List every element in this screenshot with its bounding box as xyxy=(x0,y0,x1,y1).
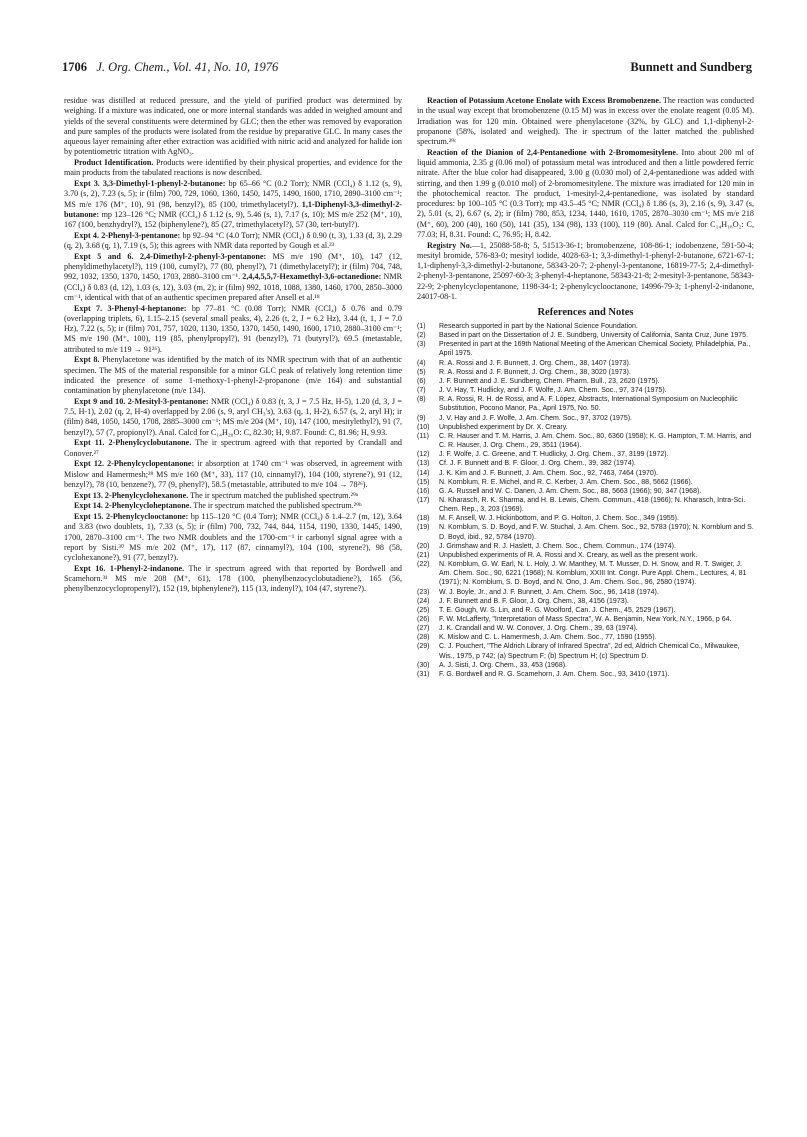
reference-number: (20) xyxy=(417,542,430,550)
paragraph-text: MS m/e 190 (M⁺, 10), 147 (12, phenyldimethylacetyl?), 119 (100, cumyl?), 77 (80, phenyl?), 71 (dimethylacetyl?); ir (film) 704, 748, 992, 1032, 1350, 1370, 1450, 1703, 2880–3100 cm⁻¹. xyxy=(64,251,402,282)
paragraph-text: bp 65–66 °C (0.2 Torr); NMR (CCl₄) δ 1.12 (s, 9), 3.70 (s, 2), 7.23 (s, 5); ir (film) 700, 729, 1060, 1360, 1450, 1475, 1490, 1600, 1710, 2890–3100 cm⁻¹; MS m/e 176 (M⁺, 10), 91 (98, benzyl?), 85 (100, trimethylacetyl?). xyxy=(64,179,403,209)
reference-number: (30) xyxy=(417,661,430,669)
reference-item xyxy=(417,496,754,514)
paragraph-heading: Expt 15. 2-Phenylcyclooctanone: xyxy=(74,512,189,521)
paragraph-text: NMR (CCl₄) δ 0.83 (t, 3, J = 7.5 Hz, H-5), 1.20 (d, 3, J = 7.5, H-1), 2.02 (q, 2, H-4) overlapped by 2.06 (s, 9, aryl CH₃'s), 3.63 (q, 1, H-2), 6.57 (s, 2, aryl H); ir (film) 848, 1050, 1450, 1708, 2885–3000 cm⁻¹; MS m/e 204 (M⁺, 10), 147 (100, mesitylethyl?), 91 (7, benzyl?), 57 (7, propionyl?). Anal. Calcd for C₁₄H₂₀O: C, 82.30; H, 9.87. Found: C, 81.96; H, 9.93. xyxy=(64,396,403,437)
reference-text: Unpublished experiment by Dr. X. Creary. xyxy=(439,423,568,431)
paragraph-heading: Expt 7. 3-Phenyl-4-heptanone: xyxy=(74,303,187,313)
reference-number: (19) xyxy=(417,524,430,532)
paragraph-text: —1, 25088-58-8; 5, 51513-36-1; bromobenzene, 108-86-1; iodobenzene, 591-50-4; mesityl bromide, 576-83-0; mesityl iodide, 4028-63-1; 3,3-dimethyl-1-phenyl-2-butanone, 6721-67-1; 1,1-diphenyl-3,3-dimethyl-2-butanone, 58343-20-7; 2-phenyl-3-pentanone, 16819-77-5; 2,4-dimethyl-2-phenyl-3-pentanone, 25097-60-3; 3-phenyl-4-heptanone, 58343-21-8; 2-mesityl-3-pentanone, 58343-22-9; 2-phenylcyclopentanone, 1198-34-1; 2-phenylcyclooctanone, 14996-79-3; 1-phenyl-2-indanone, 24017-08-1. xyxy=(417,240,754,301)
paragraph xyxy=(64,158,402,179)
reference-text: C. R. Hauser and T. M. Harris, J. Am. Chem. Soc., 80, 6360 (1958); K. G. Hampton, T. M. Harris, and C. R. Hauser, J. Org. Chem., 29, 3511 (1964). xyxy=(439,432,752,450)
reference-number: (7) xyxy=(417,387,426,395)
right-column xyxy=(417,96,754,679)
reference-text: Unpublished experiments of R. A. Rossi and X. Creary, as well as the present work. xyxy=(439,551,698,559)
paragraph xyxy=(64,491,402,501)
references-list xyxy=(417,322,754,679)
reference-item xyxy=(417,597,754,606)
reference-number: (26) xyxy=(417,616,430,623)
paragraph-heading: Reaction of the Dianion of 2,4-Pentanedione with 2-Bromomesitylene. xyxy=(427,147,679,157)
reference-number: (11) xyxy=(417,432,429,440)
paragraph xyxy=(417,96,754,147)
reference-text: Based in part on the Dissertation of J. E. Sundberg, University of California, Santa Cruz, June 1975. xyxy=(439,332,748,340)
header-authors: Bunnett and Sundberg xyxy=(630,60,752,74)
reference-item xyxy=(417,542,754,551)
paragraph xyxy=(64,397,402,438)
running-header xyxy=(62,60,752,82)
reference-item xyxy=(417,661,754,670)
paragraph xyxy=(64,231,402,252)
paragraph-heading: Expt 13. 2-Phenylcyclohexanone. xyxy=(74,490,189,500)
paragraph-heading: 1,1-Diphenyl-3,3-dimethyl-2-butanone: xyxy=(64,199,402,219)
reference-number: (4) xyxy=(417,359,426,367)
paragraph-heading: Expt 11. 2-Phenylcyclobutanone. xyxy=(74,438,192,448)
reference-number: (21) xyxy=(417,551,430,559)
reference-item xyxy=(417,459,754,468)
reference-number: (12) xyxy=(417,451,430,459)
reference-number: (29) xyxy=(417,643,430,651)
paragraph-heading: Expt 9 and 10. 2-Mesityl-3-pentanone: xyxy=(74,396,209,406)
paragraph-text: NMR (CCl₄) δ 0.83 (d, 12), 1.03 (s, 12), 3.03 (m, 2); ir (film) 992, 1018, 1088, 1380, 1460, 1700, 2850–3000 cm⁻¹, identical with that of an authentic specimen prepared after Ansell et al.¹⁸ xyxy=(64,272,403,302)
paragraph-heading: Expt 4. 2-Phenyl-3-pentanone: xyxy=(74,230,181,240)
reference-number: (31) xyxy=(417,670,430,678)
reference-item xyxy=(417,478,754,487)
reference-number: (2) xyxy=(417,332,426,340)
paragraph-heading: Registry No. xyxy=(427,240,472,250)
paragraph xyxy=(417,148,754,240)
reference-item xyxy=(417,359,754,368)
reference-text: J. F. Wolfe, J. C. Greene, and T. Hudlicky, J. Org. Chem., 37, 3199 (1972). xyxy=(439,451,669,459)
reference-text: J. K. Crandall and W. W. Conover, J. Org. Chem., 39, 63 (1974). xyxy=(439,625,638,633)
reference-number: (9) xyxy=(417,414,426,422)
reference-text: Presented in part at the 169th National Meeting of the American Chemical Society, Philadelphia, Pa., April 1975. xyxy=(439,341,751,358)
paragraph-text: Into about 200 ml of liquid ammonia, 2.35 g (0.06 mol) of potassium metal was introduced and then a little powdered ferric nitrate. After the blue color had disappeared, 3.00 g (0.030 mol) of 2,4-pentanedione was added with stirring, and then 1.99 g (0.010 mol) of 2-bromomesitylene. The mixture was irradiated for 120 min in the photochemical reactor. The product, 1-mesityl-2,4-pentanedione, was isolated by standard procedures: bp 100–105 °C (0.3 Torr); mp 43.5–45 °C; NMR (CCl₄) δ 1.86 (s, 3), 2.16 (s, 9), 3.47 (s, 2), 5.01 (s, 2), 6.67 (s, 2); ir (film) 780, 853, 1234, 1440, 1610, 1705, 2870–3030 cm⁻¹; MS m/e 218 (M⁺, 60), 200 (40), 160 (50), 141 (35), 134 (98), 133 (100), 119 (80). Anal. Calcd for C₁₄H₁₈O₂: C, 77.03; H, 8.31. Found: C, 76.95; H, 8.42. xyxy=(417,147,754,239)
reference-number: (10) xyxy=(417,423,430,431)
reference-item xyxy=(417,615,754,624)
paragraph-text: mp 123–126 °C; NMR (CCl₄) δ 1.12 (s, 9), 5.46 (s, 1), 7.17 (s, 10); MS m/e 252 (M⁺, 10), 167 (100, benzhydryl?), 152 (biphenylene?), 85 (27, trimethylacetyl?), 57 (30, tert-butyl?). xyxy=(64,209,402,229)
reference-text: T. E. Gough, W. S. Lin, and R. G. Woolford, Can. J. Chem., 45, 2529 (1967). xyxy=(439,606,676,614)
reference-text: N. Kornblum, R. E. Michel, and R. C. Kerber, J. Am. Chem. Soc., 88, 5662 (1966). xyxy=(439,478,693,486)
reference-item xyxy=(417,633,754,642)
reference-number: (17) xyxy=(417,496,430,504)
reference-item xyxy=(417,588,754,597)
paragraph xyxy=(64,252,402,303)
reference-number: (16) xyxy=(417,487,430,495)
reference-item xyxy=(417,414,754,423)
reference-number: (23) xyxy=(417,588,430,596)
paragraph-heading: Expt 14. 2-Phenylcycloheptanone. xyxy=(74,501,192,511)
reference-text: R. A. Rossi, R. H. de Rossi, and A. F. López, Abstracts, International Symposium on Nucleophilic Substitution, Pocono Manor, Pa., April 1975, No. 50. xyxy=(439,396,738,413)
paragraph-heading: Product Identification. xyxy=(74,158,154,167)
reference-item xyxy=(417,377,754,386)
reference-item xyxy=(417,469,754,478)
journal-citation: J. Org. Chem., Vol. 41, No. 10, 1976 xyxy=(96,60,279,74)
reference-number: (22) xyxy=(417,561,430,569)
reference-text: K. Mislow and C. L. Hamermesh, J. Am. Chem. Soc., 77, 1590 (1955). xyxy=(439,634,657,642)
reference-item xyxy=(417,322,754,331)
reference-text: N. Kornblum, G. W. Earl, N. L. Holy, J. W. Manthey, M. T. Musser, D. H. Snow, and R. T. Swiger, J. Am. Chem. Soc., 90, 6221 (1968); N. Kornblum, XXIII Int. Congr. Pure Appl. Chem., Lectures, 4, 81 (1971); N. Kornblum, S. D. Boyd, and N. Ono, J. Am. Chem. Soc., 96, 2580 (1974). xyxy=(439,561,747,587)
reference-number: (6) xyxy=(417,377,426,385)
reference-text: J. F. Bunnett and J. E. Sundberg, Chem. Pharm. Bull., 23, 2620 (1975). xyxy=(439,377,660,385)
reference-text: M. F. Ansell, W. J. Hickinbottom, and P. G. Holton, J. Chem. Soc., 349 (1955). xyxy=(439,515,679,523)
reference-item xyxy=(417,606,754,615)
reference-item xyxy=(417,331,754,340)
reference-number: (1) xyxy=(417,323,426,330)
page-number: 1706 xyxy=(62,60,87,74)
reference-number: (13) xyxy=(417,460,430,468)
paragraph xyxy=(64,355,402,396)
reference-item xyxy=(417,514,754,523)
reference-number: (3) xyxy=(417,341,426,349)
reference-text: J. V. Hay, T. Hudlicky, and J. F. Wolfe, J. Am. Chem. Soc., 97, 374 (1975). xyxy=(439,387,667,395)
reference-number: (5) xyxy=(417,368,426,376)
reference-text: J. F. Bunnett and B. F. Gloor, J. Org. Chem., 38, 4156 (1973). xyxy=(439,597,629,605)
reference-text: C. J. Pouchert, "The Aldrich Library of Infrared Spectra", 2d ed, Aldrich Chemical Co., Milwaukee, Wis., 1975, p 742; (a) Spectrum F; (b) Spectrum H; (c) Spectrum D. xyxy=(439,643,740,660)
reference-item xyxy=(417,340,754,358)
reference-text: J. K. Kim and J. F. Bunnett, J. Am. Chem. Soc., 92, 7463, 7464 (1970). xyxy=(439,469,659,477)
paragraph-text: Products were identified by their physical properties, and evidence for the main products from the tabulated reactions is now described. xyxy=(64,158,402,178)
reference-item xyxy=(417,642,754,660)
paragraph xyxy=(64,501,402,511)
reference-number: (15) xyxy=(417,478,430,486)
reference-number: (24) xyxy=(417,597,430,605)
paragraph-text: The ir spectrum agreed with that reported by Crandall and Conover.²⁷ xyxy=(64,438,402,458)
reference-text: Research supported in part by the National Science Foundation. xyxy=(439,323,638,330)
paragraph-heading: Reaction of Potassium Acetone Enolate with Excess Bromobenzene. xyxy=(427,96,661,105)
reference-text: F. W. McLafferty, "Interpretation of Mass Spectra", W. A. Benjamin, New York, N.Y., 1966, p 64. xyxy=(439,616,732,623)
reference-number: (28) xyxy=(417,634,430,642)
reference-text: N. Kharasch, R. K. Sharma, and H. B. Lewis, Chem. Commun., 418 (1966); N. Kharasch, Intra-Sci. Chem. Rep., 3, 203 (1969). xyxy=(439,496,746,514)
reference-text: J. V. Hay and J. F. Wolfe, J. Am. Chem. Soc., 97, 3702 (1975). xyxy=(439,414,632,422)
paragraph-heading: Expt 3. 3,3-Dimethyl-1-phenyl-2-butanone: xyxy=(74,179,226,188)
paragraph-text: The reaction was conducted in the usual way except that bromobenzene (0.15 M) was in excess over the enolate reagent (0.05 M). Irradiation was for 120 min. Obtained were phenylacetone (32%, by GLC) and 1,1-diphenyl-2-propanone (58%, isolated and weighed). The ir spectrum of the latter matched the published spectrum.²⁹ᶜ xyxy=(417,96,754,146)
reference-number: (14) xyxy=(417,469,430,477)
reference-item xyxy=(417,368,754,377)
reference-item xyxy=(417,624,754,633)
reference-item xyxy=(417,670,754,679)
reference-text: G. A. Russell and W. C. Danen, J. Am. Chem. Soc., 88, 5663 (1966); 90, 347 (1968). xyxy=(439,487,702,495)
reference-text: A. J. Sisti, J. Org. Chem., 33, 453 (1968). xyxy=(439,661,567,669)
paragraph-text: residue was distilled at reduced pressure, and the yield of purified product was determined by weighing. If a mixture was indicated, one or more internal standards was added in weighed amount and yields of the several constituents were determined by GLC; then the ether was removed by evaporation and pure samples of the products were isolated from the residue by preparative GLC. In many cases the aqueous layer remaining after ether extraction was acidified with nitric acid and analyzed for halide ion by potentiometric titration with AgNO₃. xyxy=(64,96,402,157)
paragraph-heading: Expt 12. 2-Phenylcyclopentanone: xyxy=(74,459,195,469)
paragraph-text: bp 92–94 °C (4.0 Torr); NMR (CCl₄) δ 0.90 (t, 3), 1.33 (d, 3), 2.29 (q, 2), 3.68 (q, 1), 7.19 (s, 5); this agrees with NMR data reported by Gough et al.²³ xyxy=(64,230,402,250)
references-heading: References and Notes xyxy=(537,307,634,318)
reference-text: F. G. Bordwell and R. G. Scamehorn, J. Am. Chem. Soc., 93, 3410 (1971). xyxy=(439,670,670,678)
reference-number: (18) xyxy=(417,515,430,523)
reference-item xyxy=(417,450,754,459)
paragraph-text: ir absorption at 1740 cm⁻¹ was observed, in agreement with Mislow and Hamermesh;²⁸ MS m/e 160 (M⁺, 33), 117 (10, cinnamyl?), 104 (100, styrene?), 91 (12, benzyl?), 78 (10, benzene?), 77 (9, phenyl?), 58.5 (metastable, attributed to m/e 104 → 78²⁶). xyxy=(64,459,403,489)
reference-text: Cf. J. F. Bunnett and B. F. Gloor, J. Org. Chem., 39, 382 (1974). xyxy=(439,460,636,468)
paragraph xyxy=(64,459,402,490)
paragraph-text: The ir spectrum matched the published spectrum.²⁹ᵃ xyxy=(188,490,358,500)
paragraph xyxy=(64,179,402,230)
left-column xyxy=(64,96,402,595)
reference-number: (25) xyxy=(417,606,430,614)
paragraph-text: bp 115–120 °C (0.4 Torr); NMR (CCl₄) δ 1.4–2.7 (m, 12), 3.64 and 3.83 (two doublets, 1), 7.33 (s, 5); ir (film) 700, 732, 744, 844, 1154, 1190, 1330, 1445, 1490, 1700, 2870–3100 cm⁻¹. The two NMR doublets and the 1700-cm⁻¹ ir carbonyl signal agree with a report by Sisti.³⁰ MS m/e 202 (M⁺, 17), 117 (87, cinnamyl?), 104 (100, styrene?), 98 (58, cyclohexanone?), 91 (77, benzyl?). xyxy=(64,512,402,562)
reference-text: W. J. Boyle, Jr., and J. F. Bunnett, J. Am. Chem. Soc., 96, 1418 (1974). xyxy=(439,588,659,596)
reference-number: (8) xyxy=(417,396,426,404)
paragraph-text: The ir spectrum matched the published spectrum.²⁹ᵇ xyxy=(191,501,362,511)
reference-item xyxy=(417,423,754,432)
reference-item xyxy=(417,386,754,395)
right-column-body xyxy=(417,96,754,302)
reference-number: (27) xyxy=(417,625,430,633)
reference-item xyxy=(417,395,754,413)
reference-text: R. A. Rossi and J. F. Bunnett, J. Org. Chem., 38, 3020 (1973). xyxy=(439,368,631,376)
header-left xyxy=(62,60,278,75)
paragraph-heading: Expt 8. xyxy=(74,355,100,365)
paragraph-text: The ir spectrum agreed with that reported by Bordwell and Scamehorn.³¹ MS m/e 208 (M⁺, 61), 178 (100, phenylbenzocyclobutadiene?), 165 (56, phenylbenzocyclopropenyl?), 152 (19, biphenylene?), 115 (13, indenyl?), 104 (47, styrene?). xyxy=(64,563,402,594)
paragraph-text: bp 77–81 °C (0.08 Torr); NMR (CCl₄) δ 0.76 and 0.79 (overlapping triplets, 6), 1.15–2.15 (several small peaks, 4), 2.26 (t, 2, J = 6.2 Hz), 3.44 (t, 1, J = 7.0 Hz), 7.22 (s, 5); ir (film) 701, 757, 1020, 1130, 1350, 1370, 1450, 1490, 1600, 1710, 2880–3100 cm⁻¹; MS m/e 190 (M⁺, 100), 119 (85, phenylpropyl?), 91 (benzyl?), 71 (butyryl?), 69.5 (metastable, attributed to m/e 119 → 91²⁶). xyxy=(64,303,402,354)
paragraph xyxy=(64,96,402,158)
paragraph xyxy=(64,304,402,355)
reference-item xyxy=(417,551,754,560)
reference-text: J. Grimshaw and R. J. Haslett, J. Chem. Soc., Chem. Commun., 174 (1974). xyxy=(439,542,676,550)
paragraph xyxy=(64,564,402,595)
reference-item xyxy=(417,560,754,587)
paragraph-heading: Expt 16. 1-Phenyl-2-indanone. xyxy=(74,563,185,573)
paragraph-text: Phenylacetone was identified by the match of its NMR spectrum with that of an authentic specimen. The MS of the material responsible for a minor GLC peak of relatively long retention time indicated the presence of some 1-methoxy-1-phenyl-2-propanone (m/e 164) and substantial contamination by phenylacetone (m/e 134). xyxy=(64,355,402,395)
paragraph xyxy=(417,241,754,303)
reference-text: N. Kornblum, S. D. Boyd, and F. W. Stuchal, J. Am. Chem. Soc., 92, 5783 (1970); N. Kornblum and S. D. Boyd, ibid., 92, 5784 (1970). xyxy=(439,524,754,541)
paragraph xyxy=(64,438,402,459)
reference-item xyxy=(417,487,754,496)
reference-item xyxy=(417,523,754,541)
reference-item xyxy=(417,432,754,450)
paragraph-heading: Expt 5 and 6. 2,4-Dimethyl-2-phenyl-3-pentanone: xyxy=(74,251,267,261)
paragraph-heading: 2,4,4,5,5,7-Hexamethyl-3,6-octanedione: xyxy=(242,272,382,282)
paragraph xyxy=(64,512,402,563)
reference-text: R. A. Rossi and J. F. Bunnett, J. Org. Chem., 38, 1407 (1973). xyxy=(439,359,631,367)
